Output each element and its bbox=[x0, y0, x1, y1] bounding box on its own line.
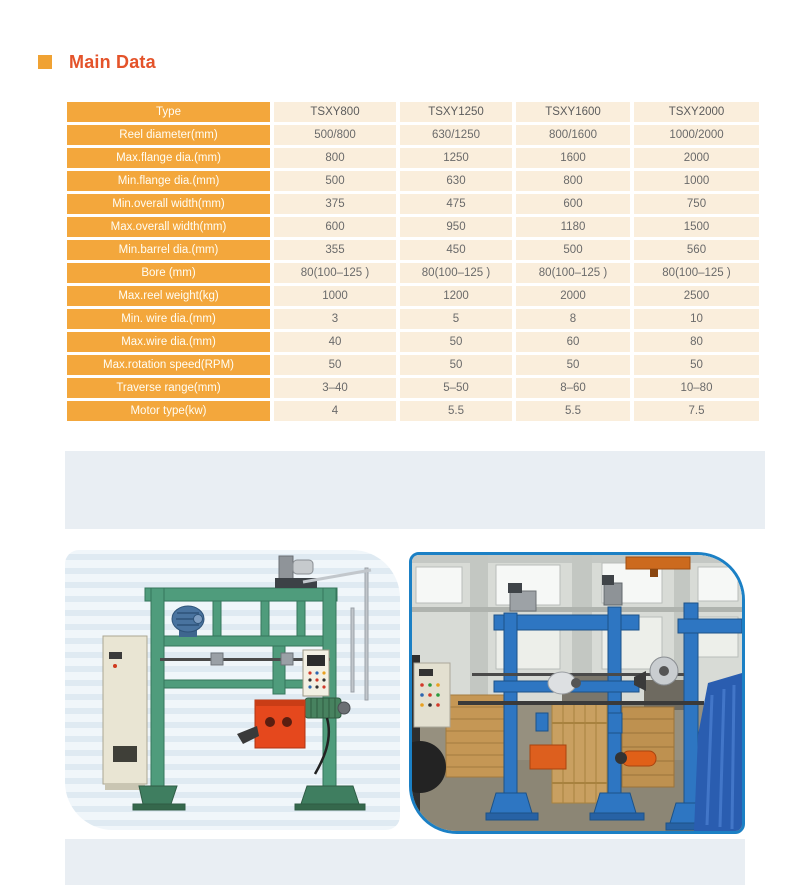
row-label-cell: Max.reel weight(kg) bbox=[67, 286, 270, 306]
value-cell: 950 bbox=[400, 217, 512, 237]
value-cell: 2000 bbox=[634, 148, 759, 168]
table-row bbox=[67, 194, 759, 214]
value-cell: 1600 bbox=[516, 148, 630, 168]
value-cell: 800/1600 bbox=[516, 125, 630, 145]
row-label-cell: Max.overall width(mm) bbox=[67, 217, 270, 237]
value-cell: 5 bbox=[400, 309, 512, 329]
value-cell: 355 bbox=[274, 240, 396, 260]
value-cell: 40 bbox=[274, 332, 396, 352]
table-row bbox=[67, 171, 759, 191]
column-header-cell: TSXY800 bbox=[274, 102, 396, 122]
value-cell: 1250 bbox=[400, 148, 512, 168]
table-row bbox=[67, 355, 759, 375]
row-label-cell: Max.rotation speed(RPM) bbox=[67, 355, 270, 375]
value-cell: 50 bbox=[400, 355, 512, 375]
value-cell: 10–80 bbox=[634, 378, 759, 398]
row-label-cell: Bore (mm) bbox=[67, 263, 270, 283]
bullet-square-icon bbox=[38, 55, 52, 69]
table-row bbox=[67, 148, 759, 168]
value-cell: 560 bbox=[634, 240, 759, 260]
value-cell: 5.5 bbox=[516, 401, 630, 421]
value-cell: 1180 bbox=[516, 217, 630, 237]
value-cell: 10 bbox=[634, 309, 759, 329]
value-cell: 600 bbox=[516, 194, 630, 214]
value-cell: 3–40 bbox=[274, 378, 396, 398]
value-cell: 50 bbox=[274, 355, 396, 375]
value-cell: 80(100–125 ) bbox=[400, 263, 512, 283]
value-cell: 50 bbox=[634, 355, 759, 375]
column-header-cell: TSXY1600 bbox=[516, 102, 630, 122]
table-row bbox=[67, 309, 759, 329]
value-cell: 475 bbox=[400, 194, 512, 214]
value-cell: 1000/2000 bbox=[634, 125, 759, 145]
spec-table bbox=[63, 99, 763, 424]
value-cell: 7.5 bbox=[634, 401, 759, 421]
table-row bbox=[67, 263, 759, 283]
factory-scene-illustration bbox=[412, 555, 742, 831]
value-cell: 630/1250 bbox=[400, 125, 512, 145]
value-cell: 2500 bbox=[634, 286, 759, 306]
value-cell: 1000 bbox=[634, 171, 759, 191]
value-cell: 80(100–125 ) bbox=[274, 263, 396, 283]
page-title: Main Data bbox=[69, 52, 156, 72]
row-label-cell: Motor type(kw) bbox=[67, 401, 270, 421]
table-row bbox=[67, 217, 759, 237]
column-header-cell: TSXY1250 bbox=[400, 102, 512, 122]
control-cabinet bbox=[103, 636, 147, 790]
column-header-cell: TSXY2000 bbox=[634, 102, 759, 122]
value-cell: 500 bbox=[274, 171, 396, 191]
row-label-cell: Max.flange dia.(mm) bbox=[67, 148, 270, 168]
value-cell: 5.5 bbox=[400, 401, 512, 421]
row-label-cell: Min. wire dia.(mm) bbox=[67, 309, 270, 329]
factory-photo bbox=[409, 552, 745, 834]
value-cell: 8 bbox=[516, 309, 630, 329]
table-row bbox=[67, 401, 759, 421]
value-cell: 3 bbox=[274, 309, 396, 329]
value-cell: 1000 bbox=[274, 286, 396, 306]
value-cell: 4 bbox=[274, 401, 396, 421]
row-label-cell: Traverse range(mm) bbox=[67, 378, 270, 398]
value-cell: 50 bbox=[400, 332, 512, 352]
value-cell: 1200 bbox=[400, 286, 512, 306]
decorative-band-top bbox=[65, 451, 765, 529]
value-cell: 800 bbox=[516, 171, 630, 191]
value-cell: 750 bbox=[634, 194, 759, 214]
left-control-cabinet bbox=[414, 663, 450, 727]
product-photo bbox=[65, 550, 400, 830]
value-cell: 500/800 bbox=[274, 125, 396, 145]
table-header-row bbox=[67, 102, 759, 122]
takeup-machine-illustration bbox=[65, 550, 400, 830]
value-cell: 450 bbox=[400, 240, 512, 260]
table-row bbox=[67, 378, 759, 398]
value-cell: 80(100–125 ) bbox=[634, 263, 759, 283]
value-cell: 8–60 bbox=[516, 378, 630, 398]
value-cell: 600 bbox=[274, 217, 396, 237]
value-cell: 60 bbox=[516, 332, 630, 352]
value-cell: 5–50 bbox=[400, 378, 512, 398]
value-cell: 50 bbox=[516, 355, 630, 375]
value-cell: 2000 bbox=[516, 286, 630, 306]
table-row bbox=[67, 286, 759, 306]
control-pendant bbox=[303, 650, 329, 696]
table-row bbox=[67, 240, 759, 260]
value-cell: 80 bbox=[634, 332, 759, 352]
top-motor-assembly bbox=[275, 556, 317, 588]
decorative-band-bottom bbox=[65, 839, 745, 885]
row-label-cell: Min.barrel dia.(mm) bbox=[67, 240, 270, 260]
value-cell: 500 bbox=[516, 240, 630, 260]
table-row bbox=[67, 332, 759, 352]
row-label-cell: Type bbox=[67, 102, 270, 122]
value-cell: 375 bbox=[274, 194, 396, 214]
value-cell: 630 bbox=[400, 171, 512, 191]
row-label-cell: Reel diameter(mm) bbox=[67, 125, 270, 145]
row-label-cell: Min.overall width(mm) bbox=[67, 194, 270, 214]
table-row bbox=[67, 125, 759, 145]
value-cell: 80(100–125 ) bbox=[516, 263, 630, 283]
value-cell: 800 bbox=[274, 148, 396, 168]
value-cell: 1500 bbox=[634, 217, 759, 237]
row-label-cell: Min.flange dia.(mm) bbox=[67, 171, 270, 191]
section-heading bbox=[38, 51, 156, 73]
row-label-cell: Max.wire dia.(mm) bbox=[67, 332, 270, 352]
